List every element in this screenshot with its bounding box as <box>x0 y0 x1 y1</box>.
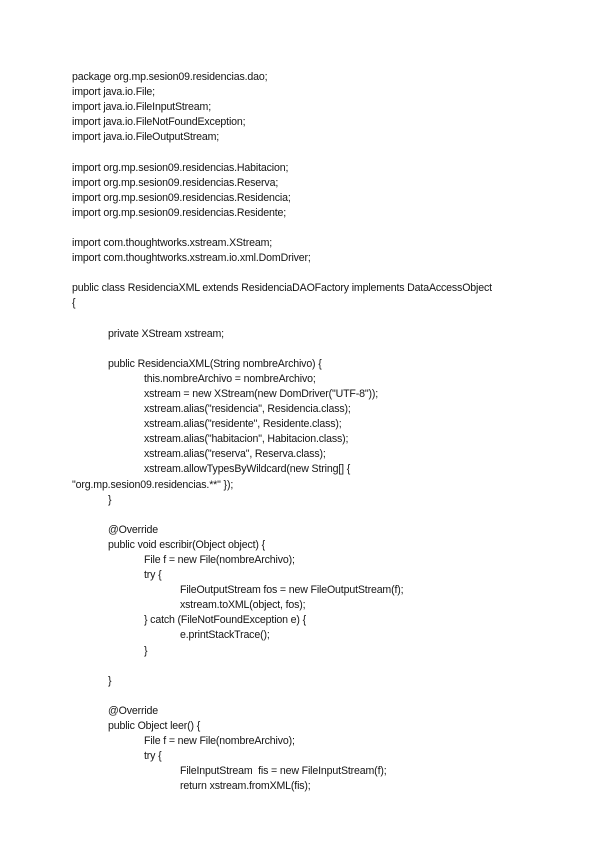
code-line: return xstream.fromXML(fis); <box>180 780 311 793</box>
blank-code-line <box>72 342 492 357</box>
code-line: xstream = new XStream(new DomDriver("UTF-8")); <box>144 387 379 400</box>
code-line: } catch (FileNotFoundException e) { <box>144 614 306 627</box>
code-line: xstream.toXML(object, fos); <box>180 599 306 612</box>
blank-code-line <box>72 221 492 236</box>
code-line: xstream.alias("residencia", Residencia.class); <box>144 403 351 416</box>
code-line: @Override <box>108 704 159 717</box>
code-line: { <box>72 297 76 310</box>
code-line: xstream.alias("reserva", Reserva.class); <box>144 448 326 461</box>
code-line: } <box>108 493 112 506</box>
code-line: "org.mp.sesion09.residencias.**" }); <box>72 478 234 491</box>
blank-code-line <box>72 145 492 160</box>
code-line: package org.mp.sesion09.residencias.dao; <box>72 71 268 83</box>
code-line: public ResidenciaXML(String nombreArchivo) { <box>108 357 322 370</box>
code-line: File f = new File(nombreArchivo); <box>144 735 295 748</box>
blank-code-line <box>72 266 492 281</box>
code-line: FileInputStream fis = new FileInputStream(f); <box>180 765 387 778</box>
code-line: import org.mp.sesion09.residencias.Residente; <box>72 206 287 219</box>
code-line: try { <box>144 569 162 582</box>
code-line: import org.mp.sesion09.residencias.Residencia; <box>72 191 291 204</box>
blank-code-line <box>72 689 492 704</box>
code-line: import java.io.File; <box>72 86 155 99</box>
source-code-block <box>72 70 492 795</box>
code-line: xstream.allowTypesByWildcard(new String[] { <box>144 463 351 476</box>
blank-code-line <box>72 508 492 523</box>
code-line: import java.io.FileInputStream; <box>72 101 212 114</box>
code-line: File f = new File(nombreArchivo); <box>144 554 295 566</box>
code-line: xstream.alias("habitacion", Habitacion.class); <box>144 433 349 446</box>
code-line: @Override <box>108 523 159 536</box>
code-line: this.nombreArchivo = nombreArchivo; <box>144 372 316 385</box>
code-line: import org.mp.sesion09.residencias.Reserva; <box>72 176 279 189</box>
code-line: import com.thoughtworks.xstream.XStream; <box>72 237 273 250</box>
code-line: import java.io.FileNotFoundException; <box>72 116 246 129</box>
code-line: import com.thoughtworks.xstream.io.xml.DomDriver; <box>72 252 311 265</box>
code-line: import java.io.FileOutputStream; <box>72 131 220 144</box>
code-line: e.printStackTrace(); <box>180 629 270 642</box>
code-line: } <box>144 644 148 657</box>
code-line: try { <box>144 750 162 763</box>
code-line: FileOutputStream fos = new FileOutputStream(f); <box>180 584 404 597</box>
code-line: public void escribir(Object object) { <box>108 538 265 551</box>
code-line: } <box>108 674 112 687</box>
code-line: import org.mp.sesion09.residencias.Habitacion; <box>72 161 289 174</box>
code-line: public Object leer() { <box>108 720 201 733</box>
code-line: private XStream xstream; <box>108 327 224 340</box>
blank-code-line <box>72 312 492 327</box>
code-line: public class ResidenciaXML extends ResidenciaDAOFactory implements DataAccessObject <box>72 282 492 295</box>
code-line: xstream.alias("residente", Residente.class); <box>144 418 342 431</box>
blank-code-line <box>72 659 492 674</box>
